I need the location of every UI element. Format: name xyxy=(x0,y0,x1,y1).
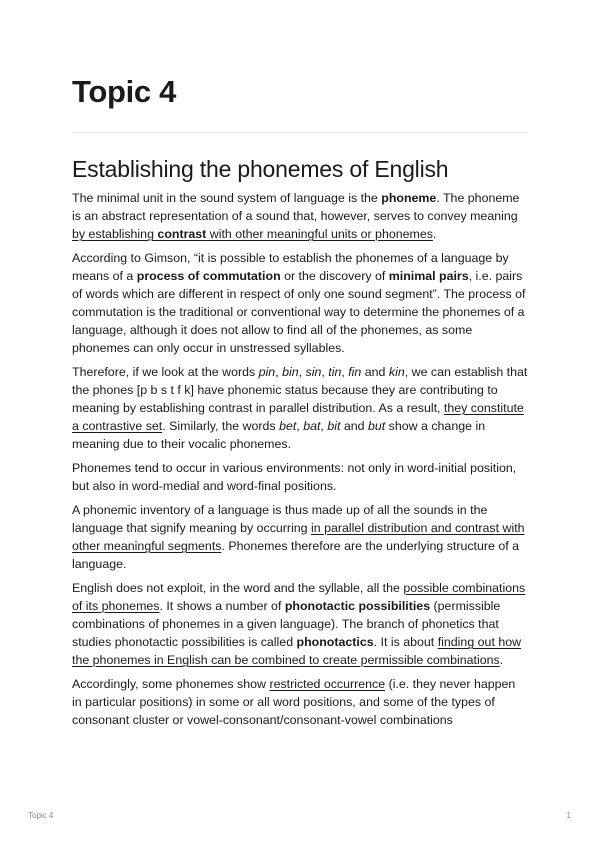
italic-term: fin xyxy=(348,365,362,379)
title-divider xyxy=(72,132,528,133)
paragraph xyxy=(72,189,528,243)
italic-term: kin xyxy=(388,365,405,379)
bold-term: phonotactics xyxy=(296,635,374,649)
underlined-phrase: finding out how the phonemes in English can be combined to create permissible combinations xyxy=(72,635,522,667)
text-run: and xyxy=(361,365,389,379)
text-run: , i.e. pairs of words which are different in respect of only one sound segment”. The process of commutation is the traditional or conventional way to determine the phonemes of a language, although it does not allow to find all of the phonemes, as some phonemes can only occur in unstressed syllables. xyxy=(72,269,526,355)
italic-term: bit xyxy=(327,419,341,433)
italic-term: bat xyxy=(303,419,321,433)
paragraph xyxy=(72,249,528,357)
text-run: and xyxy=(340,419,368,433)
underlined-phrase: restricted occurrence xyxy=(269,677,386,691)
text-run: Accordingly, some phonemes show xyxy=(72,677,270,691)
text-run: Therefore, if we look at the words xyxy=(72,365,259,379)
paragraph xyxy=(72,675,528,729)
paragraph xyxy=(72,363,528,453)
bold-term: contrast xyxy=(157,227,207,241)
bold-term: phonotactic possibilities xyxy=(284,599,431,613)
page-title: Topic 4 xyxy=(72,74,177,109)
italic-term: sin xyxy=(305,365,322,379)
text-run: . xyxy=(499,653,504,667)
body-text xyxy=(72,189,528,735)
italic-term: bin xyxy=(282,365,299,379)
paragraph xyxy=(72,579,528,669)
text-run: , xyxy=(296,419,304,433)
underlined-phrase: with other meaningful units or phonemes xyxy=(206,227,433,241)
underlined-phrase: by establishing xyxy=(72,227,158,241)
text-run: . xyxy=(432,227,437,241)
text-run: (i.e. they never happen in particular positions) in some or all word positions, and some of the types of consonant cluster or vowel-consonant/consonant-vowel combinations xyxy=(72,677,516,727)
text-run: , xyxy=(341,365,349,379)
underlined-phrase: they constitute a contrastive set xyxy=(72,401,524,433)
text-run: , xyxy=(298,365,306,379)
italic-term: bet xyxy=(279,419,297,433)
text-run: A phonemic inventory of a language is thus made up of all the sounds in the language that signify meaning by occurring xyxy=(72,503,488,535)
bold-term: minimal pairs xyxy=(388,269,469,283)
section-heading: Establishing the phonemes of English xyxy=(72,156,449,182)
italic-term: pin xyxy=(258,365,276,379)
text-run: show a change in meaning due to their vocalic phonemes. xyxy=(72,419,486,451)
text-run: According to Gimson, “it is possible to establish the phonemes of a language by means of a xyxy=(72,251,509,283)
text-run: (permissible combinations of phonemes in a given language). The branch of phonetics that studies phonotactic possibilities is called xyxy=(72,599,501,649)
text-run: The minimal unit in the sound system of language is the xyxy=(72,191,382,205)
paragraph xyxy=(72,459,528,495)
text-run: , xyxy=(275,365,283,379)
text-run: . It shows a number of xyxy=(159,599,285,613)
text-run: , we can establish that the phones [p b s t f k] have phonemic status because they are contributing to meaning by establishing contrast in parallel distribution. As a result, xyxy=(72,365,528,415)
text-run: . Similarly, the words xyxy=(162,419,280,433)
text-run: . Phonemes therefore are the underlying structure of a language. xyxy=(72,539,520,571)
italic-term: tin xyxy=(328,365,342,379)
text-run: , xyxy=(320,419,328,433)
bold-term: process of commutation xyxy=(136,269,281,283)
text-run: , xyxy=(321,365,329,379)
paragraph xyxy=(72,501,528,573)
footer-page-number: 1 xyxy=(566,811,571,820)
underlined-phrase: in parallel distribution and contrast with other meaningful segments xyxy=(72,521,525,553)
bold-term: phoneme xyxy=(381,191,437,205)
text-run: English does not exploit, in the word and the syllable, all the xyxy=(72,581,404,595)
italic-term: but xyxy=(367,419,386,433)
text-run: . The phoneme is an abstract representation of a sound that, however, serves to convey meaning xyxy=(72,191,520,223)
underlined-phrase: possible combinations of its phonemes xyxy=(72,581,526,613)
footer-topic-label: Topic 4 xyxy=(28,811,54,820)
text-run: Phonemes tend to occur in various environments: not only in word-initial position, but also in word-medial and word-final positions. xyxy=(72,461,517,493)
text-run: . It is about xyxy=(373,635,438,649)
text-run: or the discovery of xyxy=(280,269,389,283)
